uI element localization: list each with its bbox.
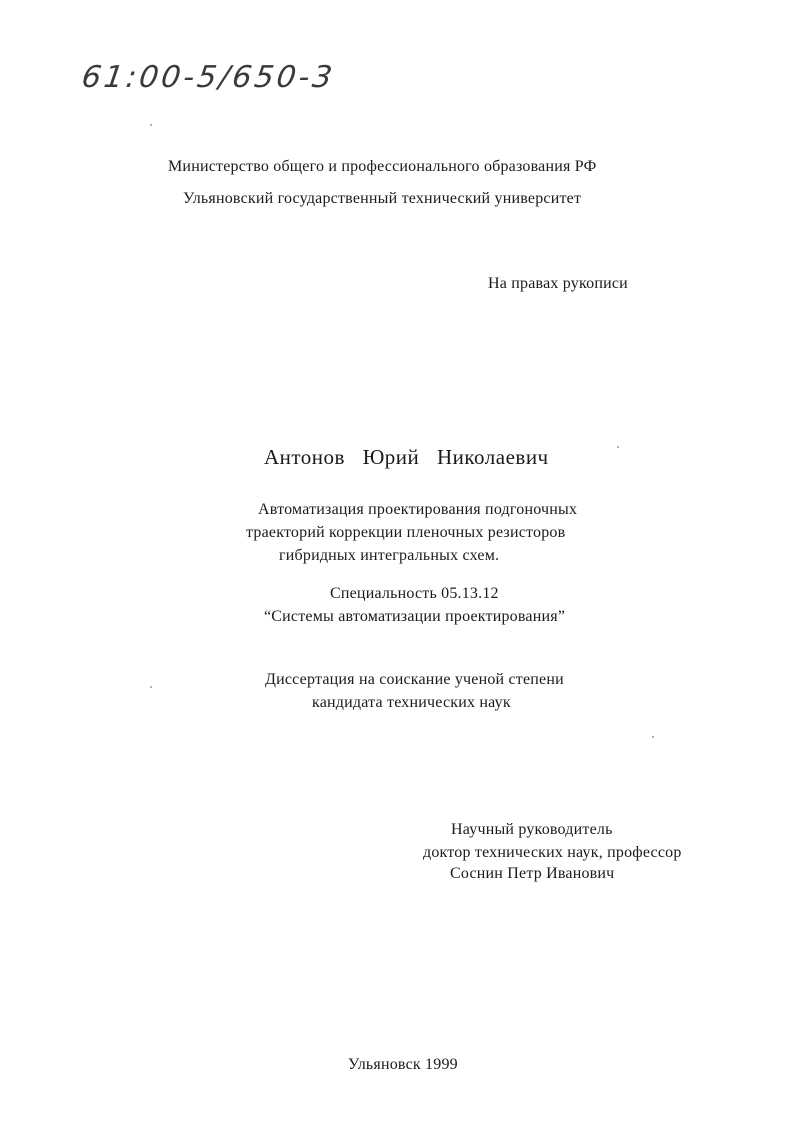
- scan-speck: [617, 446, 619, 448]
- title-line-3: гибридных интегральных схем.: [279, 547, 500, 564]
- ministry-line: Министерство общего и профессионального образования РФ: [168, 158, 597, 175]
- university-line: Ульяновский государственный технический университет: [183, 190, 582, 207]
- supervisor-line-3: Соснин Петр Иванович: [450, 865, 615, 882]
- manuscript-rights: На правах рукописи: [488, 275, 628, 292]
- specialty-line-2: “Системы автоматизации проектирования”: [264, 608, 566, 625]
- degree-line-2: кандидата технических наук: [312, 694, 511, 711]
- title-line-2: траекторий коррекции пленочных резисторов: [246, 524, 566, 541]
- supervisor-line-1: Научный руководитель: [451, 821, 613, 838]
- title-line-1: Автоматизация проектирования подгоночных: [258, 501, 578, 518]
- scan-speck: [150, 124, 152, 126]
- author-name: Антонов Юрий Николаевич: [264, 445, 549, 469]
- specialty-line-1: Специальность 05.13.12: [330, 585, 499, 602]
- footer-city-year: Ульяновск 1999: [348, 1056, 458, 1073]
- degree-line-1: Диссертация на соискание ученой степени: [265, 671, 564, 688]
- supervisor-line-2: доктор технических наук, профессор: [423, 844, 682, 861]
- archive-code-handwritten: 61:00-5/650-3: [79, 60, 338, 95]
- scan-speck: [652, 736, 654, 738]
- scan-speck: [150, 686, 152, 688]
